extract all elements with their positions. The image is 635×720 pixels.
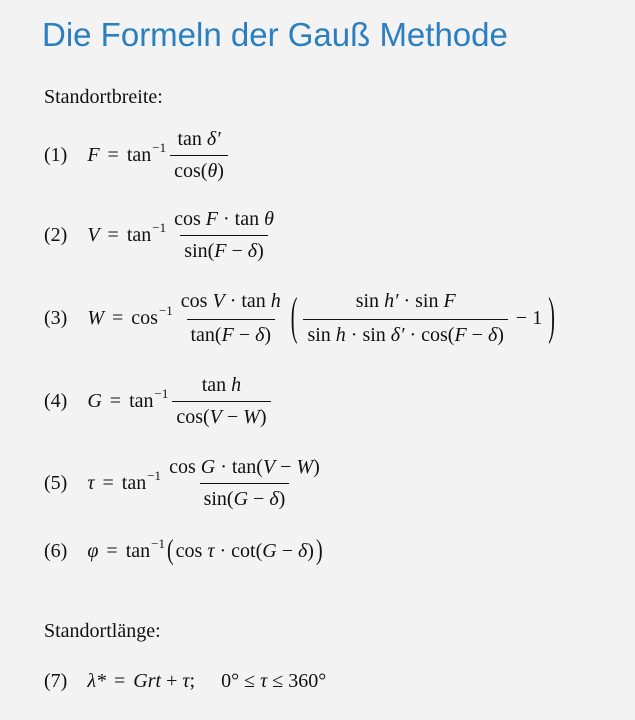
- numerator: cos F · tan θ: [174, 208, 274, 230]
- arctan: $\tan^{-1}$: [125, 536, 165, 562]
- denominator: cos(θ): [170, 155, 228, 183]
- right-paren: ): [315, 535, 323, 567]
- numerator: cos V · tan h: [180, 290, 281, 312]
- formula-body: cos τ · cot(G − δ): [175, 540, 314, 562]
- arccos: $\cos^{-1}$: [131, 303, 173, 329]
- minus-sign: − 1: [515, 307, 543, 329]
- formula-lhs: F: [87, 144, 100, 166]
- equals-sign: =: [106, 540, 118, 562]
- arctan: $\tan^{-1}$: [129, 386, 169, 412]
- arctan: $\tan^{-1}$: [126, 140, 167, 166]
- equation-number: (3): [44, 307, 68, 329]
- formula-condition: 0° ≤ τ ≤ 360°: [221, 670, 327, 692]
- formula-6: [44, 535, 325, 567]
- right-paren: ): [548, 288, 555, 346]
- equals-sign: =: [109, 390, 122, 412]
- fraction: [303, 290, 507, 347]
- denominator: cos(V − W): [172, 401, 270, 429]
- numerator: sin h′ · sin F: [355, 290, 456, 312]
- fraction: [172, 374, 270, 429]
- formula-3: [44, 290, 557, 347]
- numerator: cos G · tan(V − W): [169, 456, 320, 478]
- formula-lhs: G: [87, 390, 102, 412]
- page-title: Die Formeln der Gauß Methode: [42, 16, 508, 53]
- formula-lhs: τ: [87, 472, 95, 494]
- formula-1: [44, 128, 232, 183]
- denominator: sin h · sin δ′ · cos(F − δ): [303, 319, 507, 347]
- formula-7: [44, 670, 326, 693]
- fraction: [177, 290, 285, 347]
- equation-number: (7): [44, 670, 68, 692]
- arctan: $\tan^{-1}$: [126, 220, 167, 246]
- formula-4: [44, 374, 275, 429]
- section-heading-latitude: Standortbreite:: [44, 86, 163, 108]
- numerator: tan δ′: [177, 128, 221, 150]
- equals-sign: =: [107, 144, 119, 166]
- formula-lhs: λ*: [87, 670, 106, 692]
- formula-2: [44, 208, 282, 263]
- left-paren: (: [166, 535, 174, 567]
- formula-5: [44, 456, 328, 511]
- left-paren: (: [290, 288, 298, 346]
- equation-number: (1): [44, 144, 68, 166]
- equation-number: (4): [44, 390, 68, 412]
- equation-number: (2): [44, 224, 68, 246]
- denominator: sin(F − δ): [180, 235, 267, 263]
- section-heading-longitude: Standortlänge:: [44, 620, 161, 642]
- equation-number: (5): [44, 472, 68, 494]
- formula-lhs: V: [87, 224, 100, 246]
- fraction: [165, 456, 324, 511]
- denominator: sin(G − δ): [200, 483, 290, 511]
- formula-lhs: W: [87, 307, 104, 329]
- equals-sign: =: [114, 670, 126, 692]
- equation-number: (6): [44, 540, 68, 562]
- equals-sign: =: [112, 307, 124, 329]
- fraction: [170, 128, 228, 183]
- denominator: tan(F − δ): [187, 319, 276, 347]
- numerator: tan h: [201, 374, 242, 396]
- arctan: $\tan^{-1}$: [121, 468, 162, 494]
- formula-body: Grt + τ;: [133, 670, 196, 692]
- equals-sign: =: [102, 472, 114, 494]
- fraction: [170, 208, 278, 263]
- formula-lhs: φ: [87, 540, 99, 562]
- equals-sign: =: [107, 224, 119, 246]
